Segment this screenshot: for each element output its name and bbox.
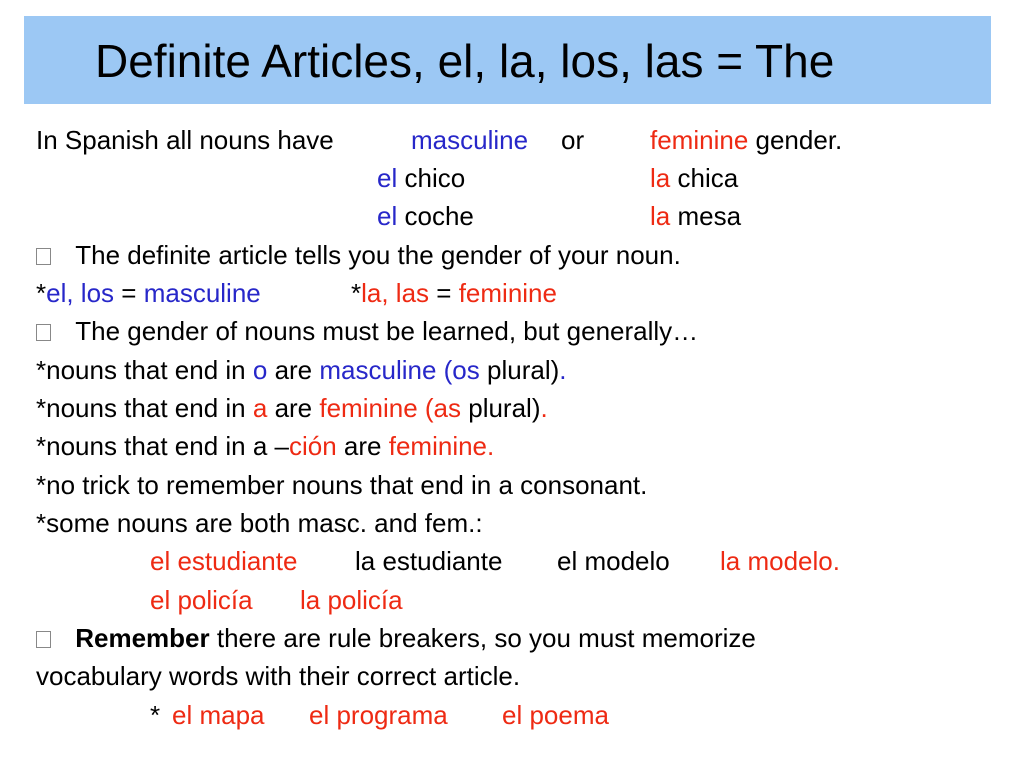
rule-ending: ción [288, 431, 337, 461]
masc-label: masculine [143, 278, 261, 308]
masc-example [377, 200, 474, 232]
fem-noun: mesa [677, 201, 742, 231]
article-rule-fem [351, 277, 557, 309]
bullet-text: The gender of nouns must be learned, but generally… [75, 316, 699, 346]
rule-dot: . [559, 355, 567, 385]
equals: = [121, 278, 137, 308]
fem-noun: chica [677, 163, 739, 193]
rule-ending: a [252, 393, 268, 423]
masc-noun: coche [404, 201, 474, 231]
both-example: la policía [300, 585, 403, 615]
asterisk: * [351, 278, 362, 308]
rule-text: plural) [468, 393, 541, 423]
rule-dot: . [540, 393, 548, 423]
equals: = [436, 278, 452, 308]
masc-noun: chico [404, 163, 466, 193]
remember-text: there are rule breakers, so you must memorize [216, 623, 756, 653]
article-rule-line [36, 277, 261, 309]
rule-text: are [274, 393, 313, 423]
intro-feminine: feminine [650, 125, 749, 155]
rule-text: *nouns that end in a – [36, 431, 289, 461]
bullet-line-1 [36, 239, 681, 271]
masc-example [377, 162, 465, 194]
masc-articles: el, los [46, 278, 115, 308]
both-line: *some nouns are both masc. and fem.: [36, 508, 483, 538]
rule-a-line [36, 392, 548, 424]
rule-text: plural) [487, 355, 560, 385]
rule-gender: feminine (as [319, 393, 461, 423]
fem-article: la [650, 201, 671, 231]
rule-cion-line [36, 430, 494, 462]
rule-gender: masculine (os [319, 355, 480, 385]
intro-feminine-line [650, 124, 842, 156]
rule-o-line [36, 354, 567, 386]
exceptions-star: * [150, 700, 161, 730]
rule-text: are [343, 431, 382, 461]
rule-ending: o [252, 355, 268, 385]
both-example: el estudiante [150, 546, 298, 576]
rule-text: *nouns that end in [36, 393, 246, 423]
both-example: el modelo [557, 546, 670, 576]
both-example: el policía [150, 585, 253, 615]
intro-masculine: masculine [411, 125, 529, 155]
bullet-icon [36, 248, 51, 265]
fem-articles: la, las [361, 278, 430, 308]
rule-text: *nouns that end in [36, 355, 246, 385]
masc-article: el [377, 201, 398, 231]
bullet-icon [36, 324, 51, 341]
exception-word: el poema [502, 700, 609, 730]
intro-gender: gender. [755, 125, 843, 155]
fem-example [650, 200, 741, 232]
fem-example [650, 162, 738, 194]
exception-word: el mapa [172, 700, 265, 730]
intro-text: In Spanish all nouns have [36, 125, 334, 155]
remember-line-2: vocabulary words with their correct article. [36, 661, 521, 691]
fem-label: feminine [458, 278, 557, 308]
fem-article: la [650, 163, 671, 193]
masc-article: el [377, 163, 398, 193]
asterisk: * [36, 278, 47, 308]
bullet-line-2 [36, 315, 698, 347]
intro-line [36, 124, 334, 156]
rule-text: are [274, 355, 313, 385]
remember-line [36, 622, 756, 654]
both-example: la modelo. [720, 546, 840, 576]
bullet-icon [36, 631, 51, 648]
bullet-text: The definite article tells you the gender of your noun. [75, 240, 681, 270]
intro-or: or [561, 125, 585, 155]
remember-bold: Remember [75, 623, 210, 653]
no-trick-line: *no trick to remember nouns that end in a consonant. [36, 470, 648, 500]
slide-title: Definite Articles, el, la, los, las = The [95, 35, 835, 87]
both-example: la estudiante [355, 546, 503, 576]
exception-word: el programa [309, 700, 448, 730]
rule-gender: feminine. [388, 431, 495, 461]
